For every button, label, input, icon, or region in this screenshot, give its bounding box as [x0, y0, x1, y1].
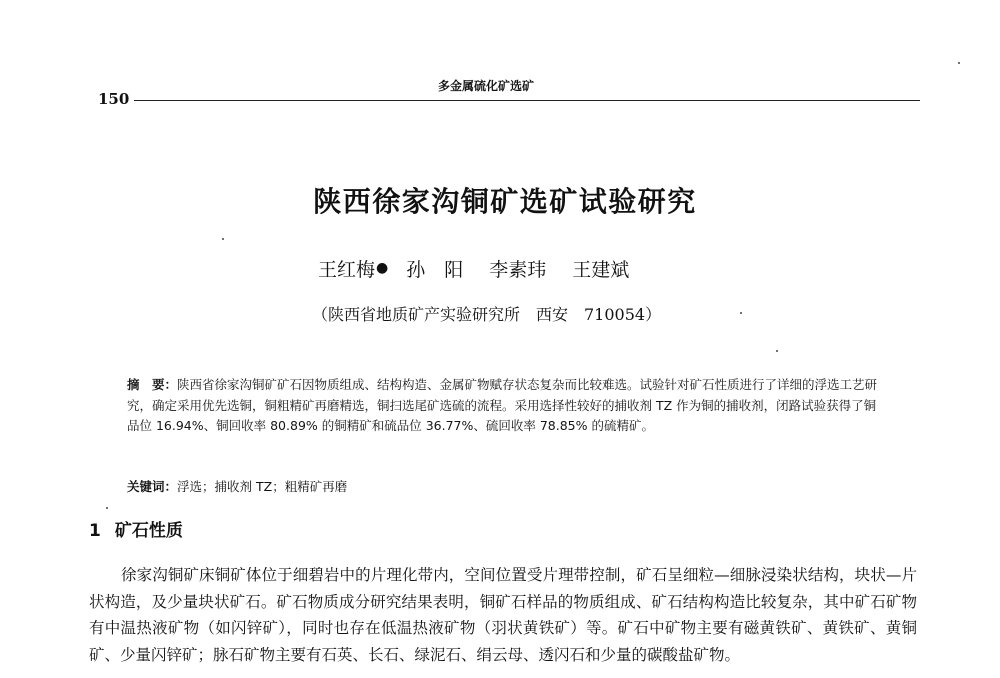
scan-speck: [106, 507, 108, 509]
keywords-text: 浮选；捕收剂 TZ；粗精矿再磨: [177, 479, 348, 494]
abstract-label: 摘 要：: [127, 377, 178, 392]
scan-speck: [222, 238, 224, 240]
author-name: 孙 阳: [406, 259, 464, 281]
author-name: 王建斌: [572, 259, 630, 281]
section-heading: [89, 518, 183, 544]
scan-speck: [740, 312, 742, 314]
corresponding-author-mark: ●: [376, 260, 389, 276]
author-name: 王红梅: [318, 259, 376, 281]
author-name: 李素玮: [489, 259, 547, 281]
article-title: 陕西徐家沟铜矿选矿试验研究: [313, 185, 697, 218]
page-number: 150: [98, 90, 130, 108]
running-header: [98, 78, 920, 108]
scan-speck: [776, 350, 778, 352]
scan-speck: [958, 62, 960, 64]
affiliation: （陕西省地质矿产实验研究所 西安 710054）: [312, 305, 662, 324]
abstract-text: 陕西省徐家沟铜矿矿石因物质组成、结构构造、金属矿物赋存状态复杂而比较难选。试验针对矿石性质进行了详细的浮选工艺研究，确定采用优先选铜，铜粗精矿再磨精选，铜扫选尾矿选硫的流程。采用选择性较好的捕收剂 TZ 作为铜的捕收剂，闭路试验获得了铜品位 16.94%、铜回收率 80.89% 的铜精矿和硫品位 36.77%、硫回收率 78.85% 的硫精矿。: [127, 377, 878, 433]
keywords-label: 关键词：: [127, 479, 178, 494]
keywords: [127, 477, 887, 497]
author-list: [318, 256, 629, 284]
section-title: 矿石性质: [114, 521, 183, 541]
body-paragraph: 徐家沟铜矿床铜矿体位于细碧岩中的片理化带内，空间位置受片理带控制，矿石呈细粒—细脉浸染状结构，块状—片状构造，及少量块状矿石。矿石物质成分研究结果表明，铜矿石样品的物质组成、矿石结构构造比较复杂，其中矿石矿物有中温热液矿物（如闪锌矿），同时也存在低温热液矿物（羽状黄铁矿）等。矿石中矿物主要有磁黄铁矿、黄铁矿、黄铜矿、少量闪锌矿；脉石矿物主要有石英、长石、绿泥石、绢云母、透闪石和少量的碳酸盐矿物。: [89, 566, 917, 664]
journal-title: 多金属硫化矿选矿: [438, 79, 535, 93]
abstract: [127, 375, 887, 437]
header-rule: [134, 100, 920, 101]
section-number: 1: [89, 521, 101, 541]
